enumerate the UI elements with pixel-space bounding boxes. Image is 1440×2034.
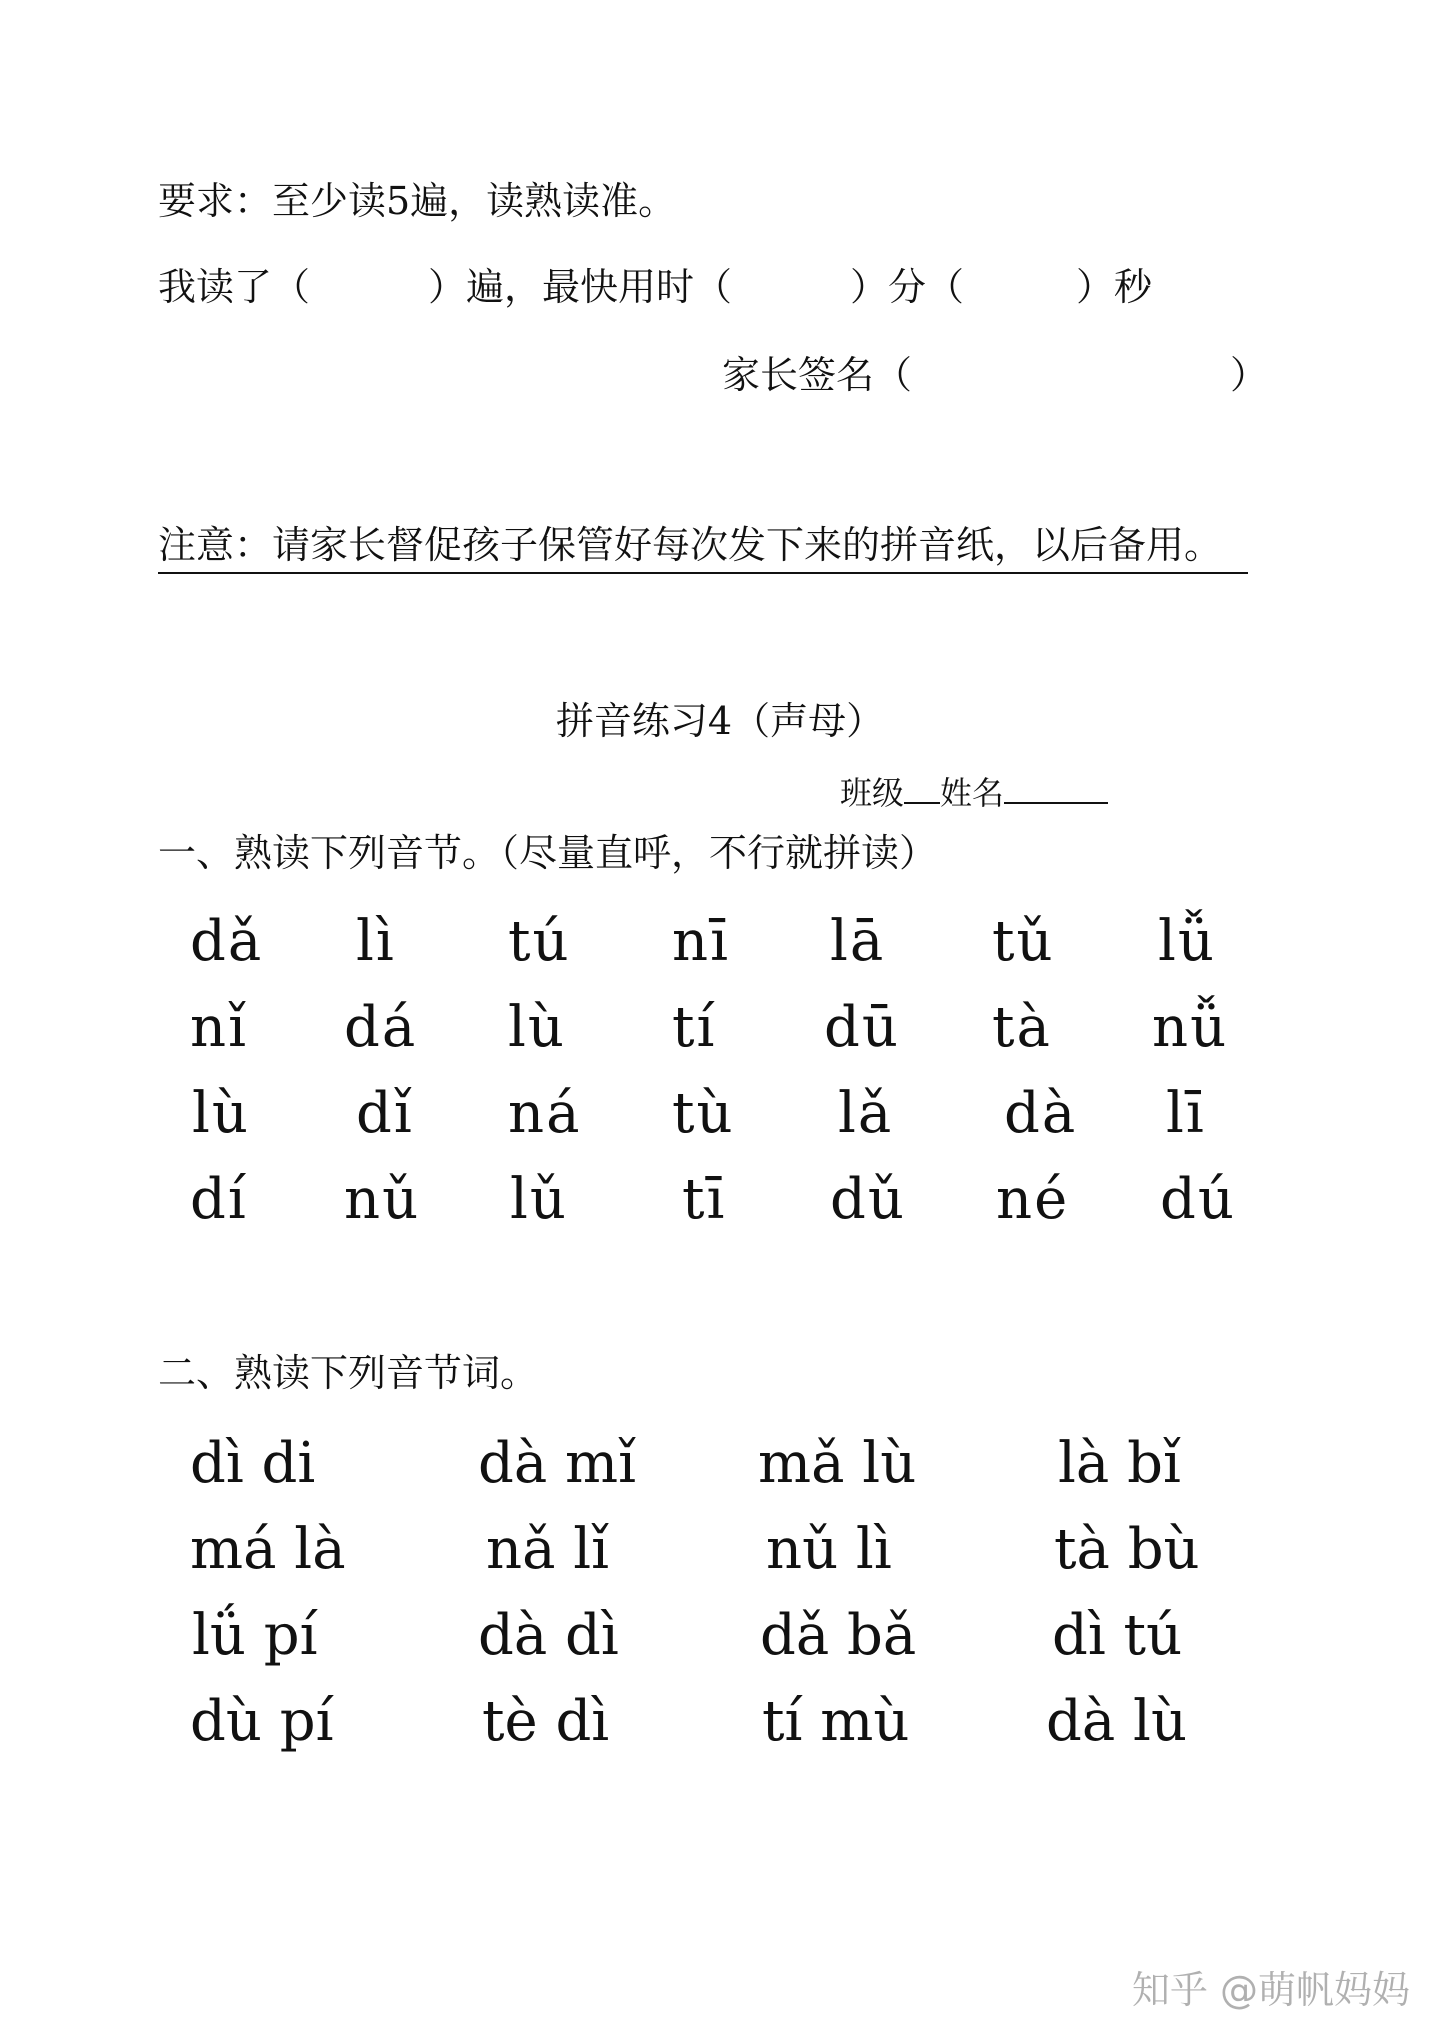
syllable-word: má là (190, 1517, 346, 1582)
syllable-word: dì di (190, 1431, 316, 1496)
read-count-mid1: ）遍，最快用时（ (428, 265, 733, 309)
syllable: né (996, 1167, 1070, 1232)
syllable: tī (682, 1167, 727, 1232)
syllable: nǔ (344, 1167, 421, 1232)
syllable-word: dà mǐ (478, 1431, 637, 1496)
syllable: nǐ (190, 995, 248, 1060)
syllable-word: tí mù (762, 1689, 910, 1754)
syllable: lǎ (838, 1081, 894, 1146)
syllable: lù (508, 995, 566, 1060)
syllable: dǎ (190, 909, 264, 974)
syllable: ná (508, 1081, 582, 1146)
syllable-word: tè dì (482, 1689, 610, 1754)
syllable: tú (508, 909, 571, 974)
syllable: lā (830, 909, 886, 974)
syllable: lù (192, 1081, 250, 1146)
syllable: nǚ (1152, 995, 1229, 1060)
syllable: lǔ (510, 1167, 568, 1232)
name-label: 姓名 (940, 774, 1005, 812)
worksheet-title: 拼音练习4（声母） (555, 699, 885, 743)
syllable-word: lǘ pí (192, 1603, 318, 1668)
syllable: dū (824, 995, 900, 1060)
read-count-suffix: ）秒 (1076, 265, 1153, 309)
syllable: lì (356, 909, 396, 974)
syllable-word: mǎ lù (758, 1431, 917, 1496)
syllable: tí (672, 995, 717, 1060)
syllable: dǔ (830, 1167, 906, 1232)
name-blank (1004, 770, 1108, 804)
class-label: 班级 (840, 774, 905, 812)
syllable: dí (190, 1167, 248, 1232)
read-count-line (158, 265, 1153, 309)
notice-text: 注意：请家长督促孩子保管好每次发下来的拼音纸，以后备用。 (158, 526, 1248, 574)
zhihu-watermark: 知乎 @萌帆妈妈 (1131, 1968, 1410, 2012)
syllable-word: dà lù (1046, 1689, 1188, 1754)
parent-sign-line (722, 353, 1269, 397)
read-count-prefix: 我读了（ (158, 265, 311, 309)
syllable: tù (672, 1081, 735, 1146)
syllable-word: nǎ lǐ (486, 1517, 610, 1582)
syllable-word: nǔ lì (766, 1517, 892, 1582)
read-count-mid2: ）分（ (850, 265, 965, 309)
syllable: lī (1166, 1081, 1206, 1146)
syllable: dá (344, 995, 418, 1060)
syllable: dǐ (356, 1081, 414, 1146)
requirement-text: 要求：至少读5遍，读熟读准。 (158, 179, 677, 223)
syllable-word: là bǐ (1058, 1431, 1181, 1496)
syllable-word: dǎ bǎ (760, 1603, 917, 1668)
syllable-word: dù pí (190, 1689, 334, 1754)
class-blank (904, 770, 940, 804)
syllable: tǔ (992, 909, 1055, 974)
syllable: dú (1160, 1167, 1236, 1232)
section1-heading: 一、熟读下列音节。（尽量直呼，不行就拼读） (158, 831, 938, 875)
syllable-word: tà bù (1054, 1517, 1200, 1582)
syllable: lǚ (1158, 909, 1216, 974)
class-name-line (840, 770, 1108, 812)
syllable: nī (672, 909, 730, 974)
syllable: tà (992, 995, 1052, 1060)
syllable: dà (1004, 1081, 1078, 1146)
syllable-word: dà dì (478, 1603, 619, 1668)
section2-heading: 二、熟读下列音节词。 (158, 1351, 539, 1395)
syllable-word: dì tú (1052, 1603, 1183, 1668)
parent-sign-prefix: 家长签名（ (722, 353, 913, 397)
parent-sign-suffix: ） (1230, 353, 1269, 397)
